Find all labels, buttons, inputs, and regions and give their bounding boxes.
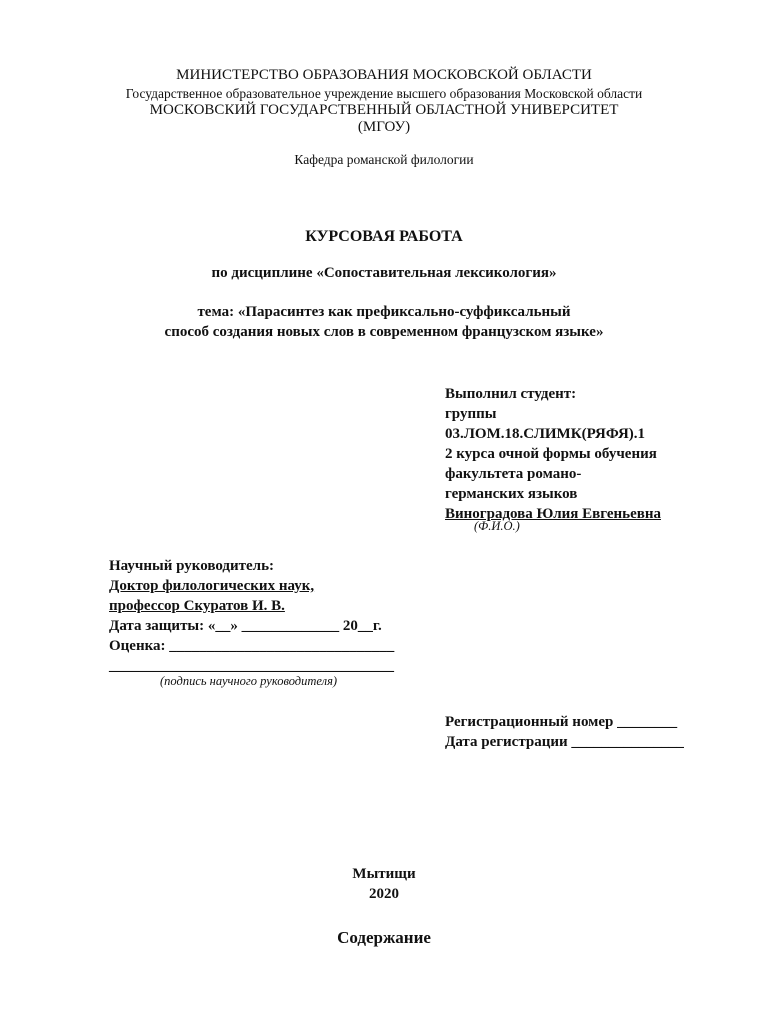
supervisor-name: профессор Скуратов И. В. xyxy=(109,598,285,614)
grade-line: Оценка: ______________________________ xyxy=(109,638,395,654)
course-line: 2 курса очной формы обучения xyxy=(445,446,657,462)
performed-by-label: Выполнил студент: xyxy=(445,386,577,402)
supervisor-info-block xyxy=(109,556,394,656)
department-name: Кафедра романской филологии xyxy=(294,152,474,167)
student-name: Виноградова Юлия Евгеньевна xyxy=(445,506,661,522)
group-code: 03.ЛОМ.18.СЛИМК(РЯФЯ).1 xyxy=(445,426,646,442)
registration-number-line: Регистрационный номер ________ xyxy=(445,714,678,730)
institution-type: Государственное образовательное учреждение высшего образования Московской области xyxy=(125,86,643,101)
year: 2020 xyxy=(369,886,399,902)
student-info-block xyxy=(445,384,661,524)
work-type-heading: КУРСОВАЯ РАБОТА xyxy=(305,228,463,245)
defense-date-line: Дата защиты: «__» _____________ 20__г. xyxy=(109,618,382,634)
discipline-line: по дисциплине «Сопоставительная лексикология» xyxy=(211,265,557,281)
supervisor-degree: Доктор филологических наук, xyxy=(109,578,315,594)
signature-caption: (подпись научного руководителя) xyxy=(160,674,338,688)
university-abbreviation: (МГОУ) xyxy=(357,119,411,135)
group-label: группы xyxy=(445,406,497,422)
city-name: Мытищи xyxy=(352,866,416,882)
faculty-line-1: факультета романо- xyxy=(445,466,582,482)
registration-date-line: Дата регистрации _______________ xyxy=(445,734,684,750)
topic-line-1: тема: «Парасинтез как префиксально-суффиксальный xyxy=(197,304,571,320)
student-name-caption: (Ф.И.О.) xyxy=(474,519,520,533)
faculty-line-2: германских языков xyxy=(445,486,578,502)
supervisor-label: Научный руководитель: xyxy=(109,558,274,574)
ministry-name: МИНИСТЕРСТВО ОБРАЗОВАНИЯ МОСКОВСКОЙ ОБЛАСТИ xyxy=(176,67,592,83)
signature-line: ______________________________________ xyxy=(109,658,394,674)
university-name: МОСКОВСКИЙ ГОСУДАРСТВЕННЫЙ ОБЛАСТНОЙ УНИВЕРСИТЕТ xyxy=(149,102,619,118)
registration-block xyxy=(445,712,684,752)
contents-heading: Содержание xyxy=(337,928,431,947)
topic-line-2: способ создания новых слов в современном французском языке» xyxy=(164,324,604,340)
